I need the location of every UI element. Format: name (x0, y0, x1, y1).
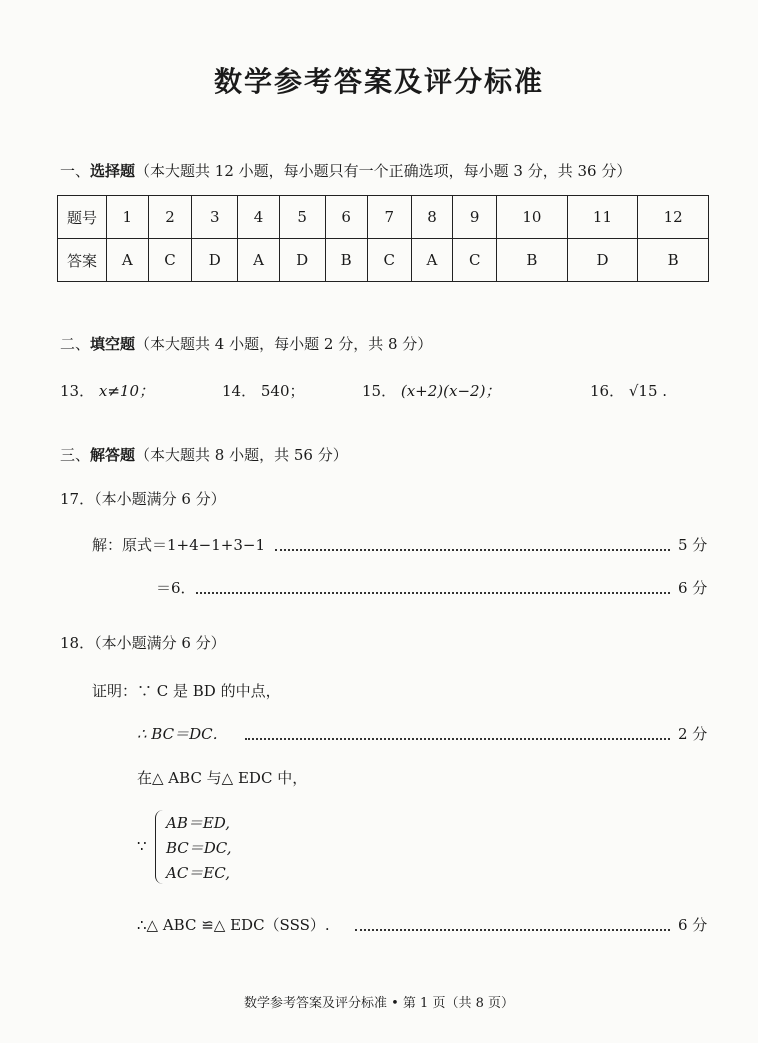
because-symbol: ∵ (137, 837, 147, 855)
section3-name: 解答题 (90, 446, 136, 464)
fill-item-16 (590, 380, 667, 401)
item-answer: 540； (260, 382, 305, 400)
q17-score2: 6 分 (678, 579, 708, 597)
table-cell: 12 (638, 196, 709, 239)
section2-name: 填空题 (90, 335, 136, 353)
table-cell: B (497, 239, 568, 282)
section3-heading (60, 444, 348, 465)
q17-line1: 解：原式＝1+4−1+3−1 (92, 536, 265, 554)
q18-condition3: AC＝EC, (166, 864, 230, 882)
fill-item-14 (222, 380, 305, 401)
section2-number: 二、 (60, 335, 91, 353)
table-cell: C (148, 239, 192, 282)
table-cell: C (367, 239, 411, 282)
leader-dots (196, 592, 670, 594)
table-cell: 8 (411, 196, 453, 239)
table-cell: 2 (148, 196, 192, 239)
q18-condition2: BC＝DC, (166, 839, 232, 857)
table-cell: B (325, 239, 367, 282)
q18-line3: 在△ ABC 与△ EDC 中， (137, 769, 308, 787)
item-number: 13． (60, 382, 95, 400)
table-cell: 4 (238, 196, 280, 239)
item-number: 16． (590, 382, 625, 400)
q17-line2: ＝6． (156, 579, 196, 597)
section1-name: 选择题 (90, 162, 136, 180)
section3-number: 三、 (60, 446, 91, 464)
leader-dots (275, 549, 670, 551)
table-cell: D (279, 239, 325, 282)
q18-score4: 6 分 (678, 916, 708, 934)
table-row-answers (58, 239, 709, 282)
table-cell: 6 (325, 196, 367, 239)
brace-icon (155, 810, 164, 884)
fill-item-13 (60, 380, 154, 401)
section3-description: （本大题共 8 小题，共 56 分） (135, 446, 348, 464)
table-cell: 11 (567, 196, 638, 239)
table-cell: C (453, 239, 497, 282)
table-cell: 7 (367, 196, 411, 239)
table-cell: D (192, 239, 238, 282)
q18-condition1: AB＝ED, (166, 814, 231, 832)
leader-dots (355, 929, 670, 931)
q18-line4: ∴△ ABC ≌△ EDC（SSS）. (137, 916, 330, 934)
table-cell: 10 (497, 196, 568, 239)
section1-number: 一、 (60, 162, 91, 180)
row-header-number: 题号 (58, 196, 107, 239)
section2-description: （本大题共 4 小题，每小题 2 分，共 8 分） (135, 335, 433, 353)
item-answer: √15 . (628, 382, 668, 400)
page-title: 数学参考答案及评分标准 (213, 65, 544, 98)
table-cell: A (411, 239, 453, 282)
leader-dots (245, 738, 670, 740)
table-cell: 9 (453, 196, 497, 239)
item-number: 15． (362, 382, 397, 400)
q18-heading: 18．（本小题满分 6 分） (60, 634, 226, 652)
section1-description: （本大题共 12 小题，每小题只有一个正确选项，每小题 3 分，共 36 分） (135, 162, 632, 180)
row-header-answer: 答案 (58, 239, 107, 282)
table-cell: 3 (192, 196, 238, 239)
q18-line2: ∴ BC＝DC． (137, 725, 228, 743)
table-cell: 5 (279, 196, 325, 239)
table-row-numbers (58, 196, 709, 239)
item-answer: x≠10； (98, 382, 154, 400)
table-cell: A (238, 239, 280, 282)
table-cell: A (107, 239, 149, 282)
page-footer: 数学参考答案及评分标准 • 第 1 页（共 8 页） (243, 996, 514, 1011)
item-answer: (x+2)(x−2)； (400, 382, 501, 400)
item-number: 14． (222, 382, 257, 400)
section2-heading (60, 333, 432, 354)
q17-score1: 5 分 (678, 536, 708, 554)
q18-score2: 2 分 (678, 725, 708, 743)
table-cell: 1 (107, 196, 149, 239)
table-cell: B (638, 239, 709, 282)
q18-line1: 证明：∵ C 是 BD 的中点， (92, 682, 281, 700)
q17-heading: 17．（本小题满分 6 分） (60, 490, 226, 508)
answer-table (57, 195, 709, 282)
section1-heading (60, 160, 631, 181)
fill-item-15 (362, 380, 500, 401)
table-cell: D (567, 239, 638, 282)
